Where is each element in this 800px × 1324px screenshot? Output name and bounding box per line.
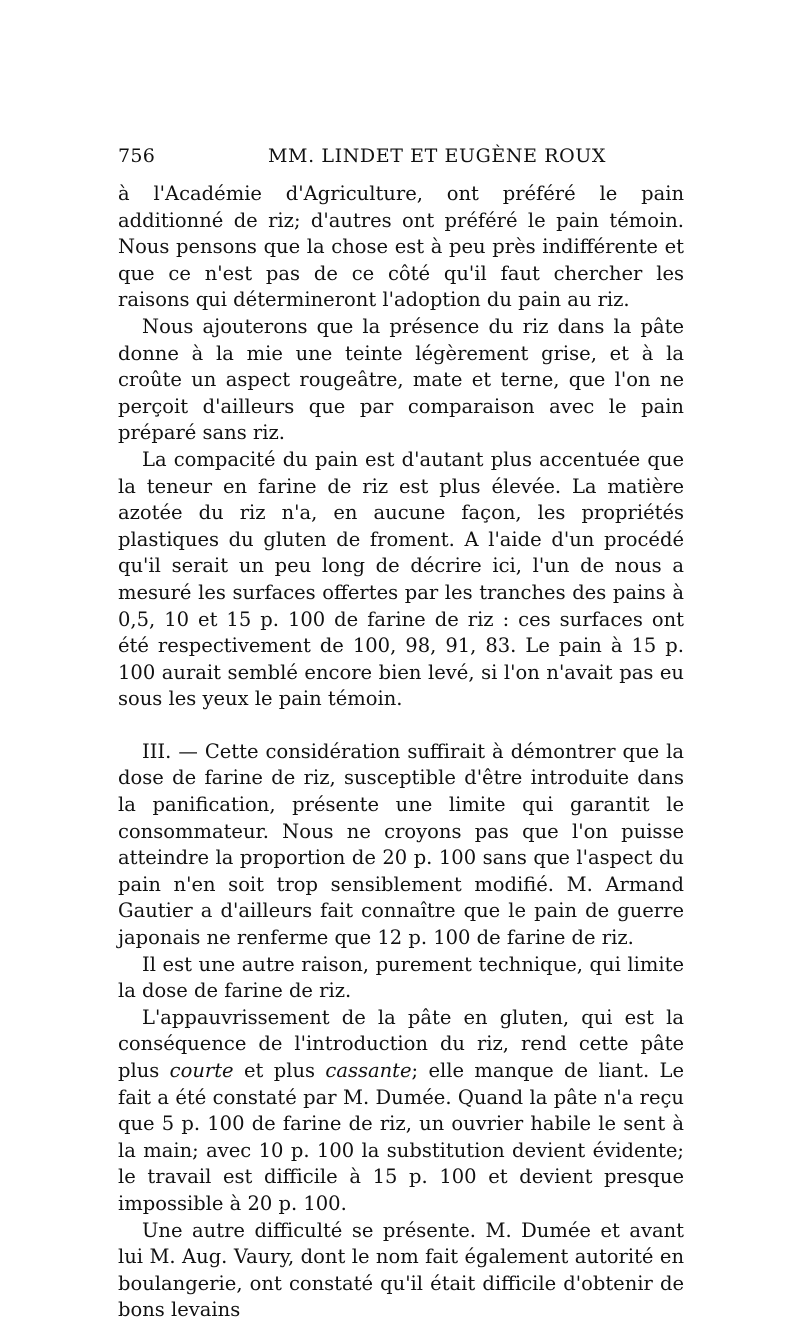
- running-title: MM. LINDET ET EUGÈNE ROUX: [268, 145, 607, 167]
- paragraph-6: [118, 1005, 684, 1218]
- italic-cassante: cassante: [325, 1059, 412, 1082]
- paragraph-2: Nous ajouterons que la présence du riz dans la pâte donne à la mie une teinte légèrement grise, et à la croûte un aspect rougeâtre, mate et terne, que l'on ne perçoit d'ailleurs que par comparaison avec le pain préparé sans riz.: [118, 314, 684, 445]
- paragraph-6-part-c: ; elle manque de liant. Le fait a été constaté par M. Dumée. Quand la pâte n'a reçu que 5 p. 100 de farine de riz, un ouvrier habile le sent à la main; avec 10 p. 100 la substitution devient évidente; le travail est difficile à 15 p. 100 et devient presque impossible à 20 p. 100.: [118, 1059, 685, 1215]
- paragraph-3: La compacité du pain est d'autant plus accentuée que la teneur en farine de riz est plus élevée. La matière azotée du riz n'a, en aucune façon, les propriétés plastiques du gluten de froment. A l'aide d'un procédé qu'il serait un peu long de décrire ici, l'un de nous a mesuré les surfaces offertes par les tranches des pains à 0,5, 10 et 15 p. 100 de farine de riz : ces surfaces ont été respectivement de 100, 98, 91, 83. Le pain à 15 p. 100 aurait semblé encore bien levé, si l'on n'avait pas eu sous les yeux le pain témoin.: [118, 447, 684, 711]
- book-page: [118, 145, 684, 1324]
- paragraph-5: Il est une autre raison, purement technique, qui limite la dose de farine de riz.: [118, 952, 684, 1003]
- paragraph-6-part-b: et plus: [233, 1059, 326, 1082]
- paragraph-1: à l'Académie d'Agriculture, ont préféré le pain additionné de riz; d'autres ont préféré le pain témoin. Nous pensons que la chose est à peu près indifférente et que ce n'est pas de ce côté qu'il faut chercher les raisons qui détermineront l'adoption du pain au riz.: [118, 182, 684, 312]
- italic-courte: courte: [169, 1059, 234, 1082]
- paragraph-6-part-a: L'appauvrissement de la pâte en gluten, qui est la conséquence de l'introduction du riz, rend cette pâte plus: [118, 1005, 684, 1082]
- paragraph-4: III. — Cette considération suffirait à démontrer que la dose de farine de riz, susceptible d'être introduite dans la panification, présente une limite qui garantit le consommateur. Nous ne croyons pas que l'on puisse atteindre la proportion de 20 p. 100 sans que l'aspect du pain n'en soit trop sensiblement modifié. M. Armand Gautier a d'ailleurs fait connaître que le pain de guerre japonais ne renferme que 12 p. 100 de farine de riz.: [118, 739, 684, 950]
- page-number: 756: [118, 145, 156, 167]
- paragraph-7: Une autre difficulté se présente. M. Dumée et avant lui M. Aug. Vaury, dont le nom fait également autorité en boulangerie, ont constaté qu'il était difficile d'obtenir de bons levains: [118, 1218, 684, 1322]
- page-header: [118, 145, 684, 181]
